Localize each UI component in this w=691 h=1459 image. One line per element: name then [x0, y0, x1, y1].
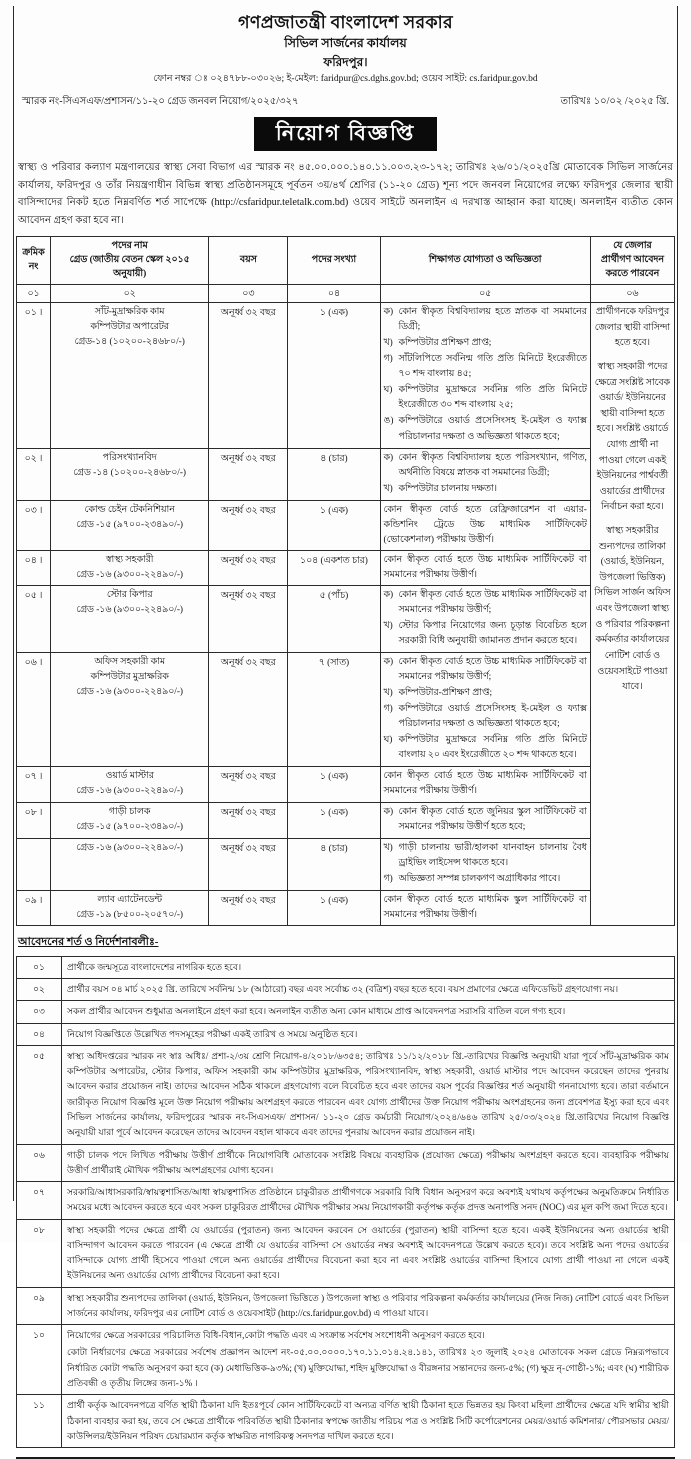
qualification-item	[384, 482, 587, 497]
condition-row	[17, 956, 675, 978]
eligible-district-paragraph: স্বাস্থ্য সহকারী পদের ক্ষেত্রে সংশ্লিষ্ট সাবেক ওয়ার্ড/ ইউনিয়নের স্থায়ী বাসিন্দা হতে হবে। সংশ্লিষ্ট ওয়ার্ডে যোগ্য প্রার্থী না পাওয়া গেলে একই ইউনিয়নের পার্শ্ববর্তী ওয়ার্ডের প্রার্থীদের নির্বাচন করা হবে।	[594, 361, 671, 513]
cell-vacancy-count: ৪ (চার)	[288, 838, 380, 890]
cell-age-limit: অনূর্ধ্ব ৩২ বছর	[209, 585, 288, 652]
cell-qualification	[380, 500, 590, 550]
table-row	[17, 448, 675, 500]
condition-text-sub: কোটা নির্ধারণের ক্ষেত্রে সরকারের সর্বশেষ প্রজ্ঞাপন আদেশ নং-০৫.০০.০০০০.১৭০.১১.০১৪.২৪.১৪১, তারিখঃ ২৩ জুলাই ২০২৪ মোতাবেক সকল গ্রেডে নিম্নরূপভাবে নির্ধারিত কোটা পদ্ধতি অনুসরণ করা হবে (ক) মেধাভিত্তিক-৯৩%; (খ) মুক্তিযোদ্ধা, শহিদ মুক্তিযোদ্ধা ও বীরঙ্গনার সন্তানদের জন্য-৫%; (গ) ক্ষুদ্র নৃ-গোষ্ঠী-১%; এবং (ঘ) শারীরিক প্রতিবন্ধী ও তৃতীয় লিঙ্গের জন্য-১% ।	[67, 1347, 669, 1388]
qualification-item	[384, 588, 587, 618]
qualification-marker: ক)	[383, 806, 394, 817]
qualification-marker: খ)	[383, 338, 393, 349]
qualification-marker: ঘ)	[383, 735, 393, 746]
cell-post-name	[51, 585, 209, 652]
colnum-3: ০৩	[209, 285, 288, 303]
post-name-line: গাড়ী চালক	[108, 806, 151, 817]
cell-post-name	[51, 303, 209, 448]
qualification-text: কোন স্বীকৃত বোর্ড হতে রেফ্রিজারেশন বা এয়ার-কন্ডিশনিং ট্রেডে উচ্চ মাধ্যমিক সার্টিফিকেট (ভোকেশনাল) পরীক্ষায় উত্তীর্ণ।	[383, 504, 587, 545]
condition-row	[17, 1001, 675, 1023]
qualification-text: কম্পিউটার মুদ্রাক্ষরে সর্বনিম্ন গতি প্রতি মিনিটে বাংলায় ২০ এবং ইংরেজীতে ২০ শব্দ থাকতে হবে।	[398, 735, 587, 761]
condition-number: ১১	[17, 1395, 62, 1448]
qualification-marker: খ)	[383, 688, 393, 699]
office-name: সিভিল সার্জনের কার্যালয়	[284, 35, 407, 50]
post-name-line: গ্রেড-১৪ (১০২০০-২৪৬৮০/-)	[74, 337, 185, 348]
cell-serial: ০৯ ।	[17, 890, 51, 925]
qualification-marker: ক)	[383, 452, 394, 463]
cell-age-limit: অনূর্ধ্ব ৩২ বছর	[209, 767, 288, 802]
post-name-line: পরিসংখ্যানবিদ	[102, 452, 157, 463]
condition-text	[62, 956, 675, 978]
condition-number: ০১	[17, 956, 62, 978]
qualification-marker: খ)	[383, 621, 393, 632]
post-name-line: গ্রেড -১৫ (৯৭০০-২৩৪৯০/-)	[76, 821, 184, 832]
condition-row	[17, 1395, 675, 1448]
qualification-item	[384, 383, 587, 413]
condition-text	[62, 1045, 675, 1144]
condition-text-main: প্রার্থীর বয়স ০৪ মার্চ ২০২৫ খ্রি. তারিখে সর্বনিন্ম ১৮ (আঠারো) বছর এবং সর্বোচ্চ ৩২ (বত্রিশ) বছর হতে হবে। বয়স প্রমাণের ক্ষেত্রে এফিডেভিট গ্রহণযোগ্য নয়।	[67, 984, 619, 995]
qualification-text: কম্পিউটার প্রশিক্ষণ প্রাপ্ত;	[398, 338, 492, 349]
cell-post-name	[51, 448, 209, 500]
condition-text-main: সকল প্রার্থীর আবেদন শুধুমাত্র অনলাইনে গ্রহণ করা হবে। অনলাইন ব্যতীত অন্য কোন মাধ্যমে প্রাপ্ত আবেদনপত্র সরাসরি বাতিল বলে গণ্য হবে।	[67, 1006, 566, 1017]
cell-serial: ০১ ।	[17, 303, 51, 448]
cell-serial: ০৪ ।	[17, 550, 51, 585]
condition-number: ০২	[17, 979, 62, 1001]
condition-row	[17, 979, 675, 1001]
cell-qualification	[380, 585, 590, 652]
cell-qualification	[380, 653, 590, 767]
qualification-text: কোন স্বীকৃত বোর্ড হতে উচ্চ মাধ্যমিক সার্টিফিকেট বা সমমানের পরীক্ষায় উত্তীর্ণ।	[383, 771, 587, 797]
cell-post-name	[51, 500, 209, 550]
qualification-marker: ক)	[383, 589, 394, 600]
cell-eligible-district	[590, 303, 674, 926]
government-name: গণপ্রজাতন্ত্রী বাংলাদেশ সরকার	[238, 12, 453, 32]
qualification-list	[384, 655, 587, 763]
qualification-marker: ঙ)	[383, 416, 394, 427]
cell-post-name	[51, 550, 209, 585]
th-post-line3: অনুযায়ী)	[113, 268, 147, 279]
table-row	[17, 653, 675, 767]
qualification-marker: গ)	[383, 354, 393, 365]
qualification-text: কম্পিউটারে ওয়ার্ড প্রসেসিংসহ ই-মেইল ও ফ্যাক্স পরিচালনার দক্ষতা ও অভিজ্ঞতা থাকতে হবে;	[398, 416, 587, 442]
qualification-item	[384, 414, 587, 444]
qualification-text: সাঁটলিপিতে সর্বনিন্ম গতি প্রতি মিনিটে ইংরেজীতে ৭০ শব্দ বাংলায় ৪৫;	[398, 354, 587, 380]
memo-number: স্মারক নং-সিএসএফ/প্রশাসন/১১-২০ গ্রেড জনবল নিয়োগ/২০২৫/৩২৭	[22, 95, 299, 107]
qualification-list	[384, 805, 587, 835]
table-row	[17, 585, 675, 652]
post-name-line: অফিস সহকারী কাম	[94, 657, 165, 668]
post-name-line: কম্পিউটার মুদ্রাক্ষরিক	[90, 672, 169, 683]
jobs-table-header-row	[17, 237, 675, 285]
condition-text	[62, 979, 675, 1001]
condition-text-main: নিয়োগের ক্ষেত্রে সরকারের পরিচালিত বিধি-বিধান,কোটা পদ্ধতি এবং এ সংক্রান্ত সর্বশেষ সংশোধনী অনুসরণ করতে হবে।	[67, 1330, 485, 1341]
condition-row	[17, 1023, 675, 1045]
qualification-item	[384, 702, 587, 732]
cell-serial: ০৮ ।	[17, 802, 51, 838]
condition-text-main: স্বাস্থ্য সহকারী পদের ক্ষেত্রে প্রার্থী যে ওয়ার্ডের (পুরাতন) জন্য আবেদন করবেন সে ওয়ার্ডের (পুরাতন) স্থায়ী বাসিন্দা হতে হবে। একই ইউনিয়নের অন্য ওয়ার্ডের স্থায়ী বাসিন্দাগণ আবেদন করতে পারবেন (এ ক্ষেত্রে প্রার্থী যে ওয়ার্ডের বাসিন্দা সে ওয়ার্ডের নম্বর অবশ্যই আবেদনপত্রে উল্লেখ করতে হবে)। তবে সংশ্লিষ্ট অন্য পদের ওয়ার্ডের বাসিন্দাকে যোগ্য প্রার্থী হিসেবে পাওয়া গেলে অন্য ওয়ার্ডের প্রার্থীদের বিবেচনা করা হবে না এবং সংশ্লিষ্ট ওয়ার্ডের বাসিন্দা হিসাবে যোগ্য প্রার্থী পাওয়া না গেলে একই ইউনিয়নের অন্য ওয়ার্ডের যোগ্য প্রার্থীদের বিবেচনা করা হবে।	[67, 1224, 669, 1281]
cell-qualification	[380, 550, 590, 585]
post-name-line: গ্রেড -১৫ (৯৭০০-২৩৪৯০/-)	[76, 519, 184, 530]
cell-qualification	[380, 448, 590, 500]
condition-row	[17, 1325, 675, 1395]
post-name-line: স্বাস্থ্য সহকারী	[105, 554, 154, 565]
table-row	[17, 767, 675, 802]
th-qualification: শিক্ষাগত যোগ্যতা ও অভিজ্ঞতা	[380, 237, 590, 285]
qualification-marker: গ)	[383, 873, 393, 884]
eligible-district-paragraph: প্রার্থীগনকে ফরিদপুর জেলার স্থায়ী বাসিন্দা হতে হবে।	[594, 307, 671, 349]
cell-vacancy-count: ১০৪ (একশত চার)	[288, 550, 380, 585]
th-district-line3: করতে পারবেন	[605, 268, 660, 279]
post-name-line: গ্রেড -১৪ (১০২০০-২৪৬৮০/-)	[73, 467, 187, 478]
table-row	[17, 550, 675, 585]
post-name-line: গ্রেড -১৬ (৯৩০০-২২৪৯০/-)	[76, 604, 184, 615]
jobs-table-column-numbers	[17, 285, 675, 303]
th-post-line2: গ্রেড (জাতীয় বেতন স্কেল ২০১৫	[69, 254, 190, 265]
qualification-text: কম্পিউটার মুদ্রাক্ষরে সর্বনিম্ন গতি প্রতি মিনিটে ইংরেজীতে ৩০ শব্দ বাংলায় ২৫;	[398, 385, 587, 411]
cell-age-limit: অনূর্ধ্ব ৩২ বছর	[209, 838, 288, 890]
qualification-list	[384, 841, 587, 887]
qualification-text: কোন স্বীকৃত বোর্ড হতে উচ্চ মাধ্যমিক সার্টিফিকেট বা সমমানের পরীক্ষায় উত্তীর্ণ;	[398, 589, 587, 615]
cell-vacancy-count: ৫ (পাঁচ)	[288, 585, 380, 652]
colnum-1: ০১	[17, 285, 51, 303]
title-banner-wrap	[16, 117, 675, 151]
qualification-list	[384, 451, 587, 497]
cell-vacancy-count: ১ (এক)	[288, 303, 380, 448]
condition-text-main: নিয়োগ বিজ্ঞপ্তিতে উল্লেখিত পদসমূহের পরীক্ষা একই তারিখ ও সময়ে অনুষ্ঠিত হবে।	[67, 1028, 358, 1039]
cell-age-limit: অনূর্ধ্ব ৩২ বছর	[209, 500, 288, 550]
condition-text-main: প্রার্থী কর্তৃক আবেদনপত্রে বর্ণিত স্থায়ী ঠিকানা যদি ইতঃপূর্বে কোন সার্টিফিকেটে বা অন্যত্র বর্ণিত স্থায়ী ঠিকানা হতে ভিন্নতর হয় কিংবা মহিলা প্রার্থীদের ক্ষেত্রে যদি স্বামীর স্থায়ী ঠিকানা ব্যবহার করা হয়, তবে সে ক্ষেত্রে প্রার্থীকে পরিবর্তিত স্থায়ী ঠিকানার স্বপক্ষে জাতীয় পরিচয় পত্র ও সংশ্লিষ্ট সিটি কর্পোরেশনের মেয়র/ওয়ার্ড কমিশনার/ পৌরসভার মেয়র/ কাউন্সিলর/ইউনিয়ন পরিষদ চেয়ারম্যান কর্তৃক স্বাক্ষরিত নাগরিকত্ব সনদপত্র দাখিল করতে হবে।	[67, 1400, 669, 1441]
th-count: পদের সংখ্যা	[288, 237, 380, 285]
contact-line: ফোন নম্বর ঃ ০২৪৭৮৮-০৩০২৬; ই-মেইল: faridpur@cs.dghs.gov.bd; ওয়েব সাইট: cs.faridpur.gov.bd	[153, 73, 538, 84]
qualification-marker: খ)	[383, 483, 393, 494]
cell-age-limit: অনূর্ধ্ব ৩২ বছর	[209, 303, 288, 448]
office-district: ফরিদপুর।	[323, 54, 368, 69]
condition-row	[17, 1144, 675, 1182]
post-name-line: ওয়ার্ড মাস্টার	[105, 771, 154, 782]
cell-serial: ০৫ ।	[17, 585, 51, 652]
table-row	[17, 890, 675, 925]
cell-vacancy-count: ১ (এক)	[288, 500, 380, 550]
qualification-list	[384, 305, 587, 444]
condition-number: ০৬	[17, 1144, 62, 1182]
condition-number: ০৮	[17, 1219, 62, 1287]
condition-row	[17, 1182, 675, 1220]
cell-post-name	[51, 767, 209, 802]
cell-serial: ০২ ।	[17, 448, 51, 500]
cell-post-name	[51, 653, 209, 767]
cell-qualification	[380, 303, 590, 448]
table-row	[17, 838, 675, 890]
th-age: বয়স	[209, 237, 288, 285]
qualification-text: কোন স্বীকৃত বোর্ড হতে জুনিয়র স্কুল সার্টিফিকেট বা সমমানের পরীক্ষায় উত্তীর্ণ হতে হবে;	[398, 806, 587, 832]
th-serial: ক্রমিক নং	[17, 237, 51, 285]
th-post	[51, 237, 209, 285]
colnum-5: ০৫	[380, 285, 590, 303]
th-district-line2: প্রার্থীগণ আবেদন	[600, 254, 664, 265]
conditions-title: আবেদনের শর্ত ও নির্দেশনাবলীঃ-	[18, 935, 159, 948]
cell-post-name	[51, 802, 209, 838]
cell-serial: ০৭ ।	[17, 767, 51, 802]
cell-vacancy-count: ১ (এক)	[288, 802, 380, 838]
intro-paragraph: স্বাস্থ্য ও পরিবার কল্যাণ মন্ত্রণালয়ের স্বাস্থ্য সেবা বিভাগ এর স্মারক নং ৪৫.০০.০০০.১৪০.১১.০০৩.২৩-১৭২; তারিখঃ ২৬/০১/২০২৫খ্রি মোতাবেক সিভিল সার্জনের কার্যালয়, ফরিদপুর ও তাঁর নিয়ন্ত্রণাধীন বিভিন্ন স্বাস্থ্য প্রতিষ্ঠানসমূহে পূর্বতন ৩য়/৪র্থ শ্রেণির (১১-২০ গ্রেড) শূন্য পদে জনবল নিয়োগের লক্ষ্যে ফরিদপুর জেলার স্থায়ী বাসিন্দাদের নিকট হতে নিম্নবর্ণিত শর্ত সাপেক্ষে (http://csfaridpur.teletalk.com.bd) ওয়েব সাইটে অনলাইন এ দরখাস্ত আহ্বান করা যাচ্ছে। অনলাইন ব্যতীত কোন আবেদন গ্রহণ করা হবে না।	[18, 162, 673, 226]
condition-number: ০৭	[17, 1182, 62, 1220]
post-name-line: কম্পিউটার অপারেটর	[90, 322, 169, 333]
condition-row	[17, 1045, 675, 1144]
condition-number: ০৯	[17, 1287, 62, 1325]
cell-age-limit: অনূর্ধ্ব ৩২ বছর	[209, 890, 288, 925]
qualification-item	[384, 336, 587, 351]
table-row	[17, 500, 675, 550]
condition-text	[62, 1325, 675, 1395]
qualification-text: গাড়ী চালনায় ভারী/হালকা যানবাহন চালনায় বৈধ ড্রাইভিং লাইসেন্স থাকতে হবে।	[398, 842, 587, 868]
condition-row	[17, 1219, 675, 1287]
qualification-text: অভিজ্ঞতা সম্পন্ন চালকগণ অগ্রাধিকার পাবে।	[398, 873, 561, 884]
table-row	[17, 802, 675, 838]
cell-post-name	[51, 838, 209, 890]
condition-text	[62, 1395, 675, 1448]
condition-number: ০৪	[17, 1023, 62, 1045]
cell-qualification	[380, 802, 590, 838]
cell-serial: ০৬ ।	[17, 653, 51, 767]
qualification-item	[384, 352, 587, 382]
post-name-line: সাঁট-মুদ্রাক্ষরিক কাম	[94, 307, 165, 318]
condition-text-main: গাড়ী চালক পদে লিখিত পরীক্ষায় উত্তীর্ণ প্রার্থীকে নিয়োগবিধি মোতাবেক সংশ্লিষ্ট বিষয়ে ব্যবহারিক (প্রযোজ্য ক্ষেত্রে) পরীক্ষায় অংশগ্রহণ করতে হবে। ব্যবহারিক পরীক্ষায় উত্তীর্ণ প্রার্থীরাই মৌখিক পরীক্ষায় অংশগ্রহণের যোগ্য হবেন।	[67, 1149, 669, 1175]
condition-row	[17, 1287, 675, 1325]
qualification-item	[384, 451, 587, 481]
conditions-table-body	[17, 956, 675, 1447]
document-header	[16, 4, 675, 87]
th-post-line1: পদের নাম	[111, 241, 148, 252]
condition-number: ০৩	[17, 1001, 62, 1023]
th-district	[590, 237, 674, 285]
th-district-line1: যে জেলার	[613, 241, 652, 252]
qualification-item	[384, 305, 587, 335]
cell-vacancy-count: ৭ (সাত)	[288, 653, 380, 767]
condition-text-main: প্রার্থীকে জন্মসূত্রে বাংলাদেশের নাগরিক হতে হবে।	[67, 961, 242, 972]
condition-text	[62, 1023, 675, 1045]
condition-text	[62, 1287, 675, 1325]
qualification-text: কম্পিউটারে ওয়ার্ড প্রসেসিংসহ ই-মেইল ও ফ্যাক্স পরিচালনার দক্ষতা ও অভিজ্ঞতা থাকতে হবে;	[398, 704, 587, 730]
colnum-4: ০৪	[288, 285, 380, 303]
qualification-item	[384, 841, 587, 871]
condition-text	[62, 1001, 675, 1023]
cell-age-limit: অনূর্ধ্ব ৩২ বছর	[209, 802, 288, 838]
condition-text-main: স্বাস্থ্য অধিদপ্তরের স্মারক নং স্বাঃ অধিঃ/ প্রশা-২/৩য় শ্রেণি নিয়োগ-৪/২০১৮/৬৩৫৪; তারিখঃ ১১/১২/২০১৮ খ্রি.-তারিখের বিজ্ঞপ্তি অনুযায়ী যারা পূর্বে সাঁট-মুদ্রাক্ষরিক কাম কম্পিউটার অপারেটর, স্টোর কিপার, অফিস সহকারী কাম কম্পিউটার মুদ্রাক্ষরিক, পরিসংখ্যানবিদ, স্বাস্থ্য সহকারী, ওয়ার্ড মাস্টার পদে আবেদন করেছেন তাদের পুনরায় আবেদন করার প্রয়োজন নাই। তাদের আবেদন সঠিক থাকলে গ্রহণযোগ্য বলে বিবেচিত হবে এবং তাদের বয়স পূর্বের বিজ্ঞপ্তির শর্ত অনুযায়ী গননাযোগ্য হবে। তারা বর্তমানে জারীকৃত নিয়োগ বিজ্ঞপ্তি মূলে উক্ত নিয়োগ পরীক্ষায় অংশগ্রহণ করতে পারবেন এবং যোগ্য প্রার্থীদের উক্ত নিয়োগ পরীক্ষায় অংশগ্রহনের জন্য প্রবেশপত্র ইস্যু করা হবে এবং সিভিল সার্জনের কার্যালয়, ফরিদপুরের স্মারক নং-সিএসএফ/ প্রশাসন/ ১১-২০ গ্রেড কর্মচারী নিয়োগ/২০২৪/৬৪৬ তারিখ ২৫/০৩/২০২৪ খ্রি.তারিখের নিয়োগ বিজ্ঞপ্তি অনুযায়ী যারা পূর্বে আবেদন করেছেন তাদের আবেদন বহাল থাকবে এবং তাদের পুনরায় আবেদন করার প্রয়োজন নাই।	[67, 1050, 669, 1138]
cell-qualification	[380, 767, 590, 802]
eligible-district-paragraph: স্বাস্থ্য সহকারীর শুন্যপদের তালিকা (ওয়ার্ড, ইউনিয়ন, উপজেলা ভিত্তিক) সিভিল সার্জন অফিস এবং উপজেলা স্বাস্থ্য ও পরিবার পরিকল্পনা কর্মকর্তার কার্যালয়ের নোটিশ বোর্ড ও ওয়েবসাইটে পাওয়া যাবে।	[594, 526, 671, 693]
colnum-6: ০৬	[590, 285, 674, 303]
qualification-item	[384, 872, 587, 887]
qualification-text: স্টোর কিপার নিয়োগের জন্য চূড়ান্ত বিবেচিত হলে সরকারী বিধি অনুযায়ী জামানত প্রদান করতে হবে।	[398, 621, 587, 647]
colnum-2: ০২	[51, 285, 209, 303]
qualification-marker: ক)	[383, 307, 394, 318]
post-name-line: গ্রেড -১৬ (৯৩০০-২২৪৯০/-)	[76, 687, 184, 698]
qualification-text: কোন স্বীকৃত বোর্ড হতে মাধ্যমিক স্কুল সার্টিফিকেট বা সমমানের পরীক্ষায় উত্তীর্ণ।	[383, 894, 587, 920]
qualification-text: কোন স্বীকৃত বিশ্ববিদ্যালয় হতে পরিসংখ্যান, গণিত, অর্থনীতি বিষয়ে স্নাতক বা সমমানের ডিগ্রী;	[398, 452, 587, 478]
post-name-line: গ্রেড -১৬ (৯৩০০-২২৪৯০/-)	[76, 569, 184, 580]
memo-date: তারিখঃ ১০/০২ /২০২৫ খ্রি.	[560, 95, 669, 107]
qualification-item	[384, 805, 587, 835]
condition-text	[62, 1219, 675, 1287]
page-title: নিয়োগ বিজ্ঞপ্তি	[254, 117, 438, 151]
cell-serial	[17, 838, 51, 890]
qualification-list	[384, 588, 587, 649]
cell-post-name	[51, 890, 209, 925]
table-row	[17, 303, 675, 448]
condition-text	[62, 1144, 675, 1182]
jobs-table	[16, 236, 675, 926]
cell-qualification	[380, 838, 590, 890]
cell-qualification	[380, 890, 590, 925]
condition-text-main: সরকারি/আধাসরকারি/স্বায়ত্বশাসিত/আধা স্বায়ত্বশাসিত প্রতিষ্ঠানে চাকুরীরত প্রার্থীগণকে সরকারি বিধি বিধান অনুসরণ করে অবশ্যই যথাযথ কর্তৃপক্ষের অনুমতিক্রমে নির্ধারিত সময়ের মধ্যে আবেদন করতে হবে এবং সকল চাকুরিরত প্রার্থীদের মৌখিক পরীক্ষার সময় নিয়োগকারী কর্তৃপক্ষ কর্তৃক প্রদত্ত অনাপত্তি সনদ (NOC) এর মূল কপি জমা দিতে হবে।	[67, 1187, 669, 1213]
qualification-marker: খ)	[383, 842, 393, 853]
qualification-marker: ঘ)	[383, 385, 393, 396]
qualification-text: কোন স্বীকৃত বিশ্ববিদ্যালয় হতে স্নাতক বা সমমানের ডিগ্রী;	[398, 307, 587, 333]
cell-age-limit: অনূর্ধ্ব ৩২ বছর	[209, 653, 288, 767]
cell-vacancy-count: ৪ (চার)	[288, 448, 380, 500]
qualification-item	[384, 733, 587, 763]
qualification-text: কোন স্বীকৃত বোর্ড হতে উচ্চ মাধ্যমিক সার্টিফিকেট বা সমমানের পরীক্ষায় উত্তীর্ণ;	[398, 657, 587, 683]
post-name-line: স্টোর কিপার	[106, 589, 153, 600]
condition-number: ০৫	[17, 1045, 62, 1144]
cell-age-limit: অনূর্ধ্ব ৩২ বছর	[209, 448, 288, 500]
condition-text	[62, 1182, 675, 1220]
cell-serial: ০৩ ।	[17, 500, 51, 550]
post-name-line: গ্রেড -১৬ (৯৩০০-২২৪৯০/-)	[76, 842, 184, 853]
cell-age-limit: অনূর্ধ্ব ৩২ বছর	[209, 550, 288, 585]
condition-number: ১০	[17, 1325, 62, 1395]
cell-vacancy-count: ১ (এক)	[288, 767, 380, 802]
condition-text-main: স্বাস্থ্য সহকারীর শুন্যপদের তালিকা (ওয়ার্ড, ইউনিয়ন, উপজেলা ভিত্তিতে ) উপজেলা স্বাস্থ্য ও পরিবার পরিকল্পনা কর্মকর্তার কার্যালয়ের (নিজ নিজ) নোটিশ বোর্ডে এবং সিভিল সার্জনের কার্যালয়, ফরিদপুর এর নোটিশ বোর্ড ও ওয়েবসাইট (http://cs.faridpur.gov.bd) এ পাওয়া যাবে।	[67, 1292, 669, 1318]
qualification-marker: গ)	[383, 704, 393, 715]
post-name-line: গ্রেড -১৯ (৮৫০০-২০৫৭০/-)	[76, 909, 184, 920]
qualification-text: কম্পিউটার চালনায় দক্ষতা।	[398, 483, 497, 494]
post-name-line: গ্রেড -১৬ (৯৩০০-২২৪৯০/-)	[76, 786, 184, 797]
post-name-line: কোল্ড চেইন টেকনিশিয়ান	[84, 504, 175, 515]
qualification-item	[384, 655, 587, 685]
post-name-line: ল্যাব এ্যাটেনডেন্ট	[97, 894, 162, 905]
qualification-text: কোন স্বীকৃত বোর্ড হতে উচ্চ মাধ্যমিক সার্টিফিকেট বা সমমানের পরীক্ষায় উত্তীর্ণ।	[383, 554, 587, 580]
jobs-table-body	[17, 303, 675, 926]
qualification-text: কম্পিউটার-প্রশিক্ষণ প্রাপ্ত;	[398, 688, 493, 699]
qualification-item	[384, 686, 587, 701]
conditions-table	[16, 956, 675, 1448]
qualification-marker: ক)	[383, 657, 394, 668]
qualification-item	[384, 619, 587, 649]
cell-vacancy-count: ১ (এক)	[288, 890, 380, 925]
memo-row	[16, 94, 675, 111]
